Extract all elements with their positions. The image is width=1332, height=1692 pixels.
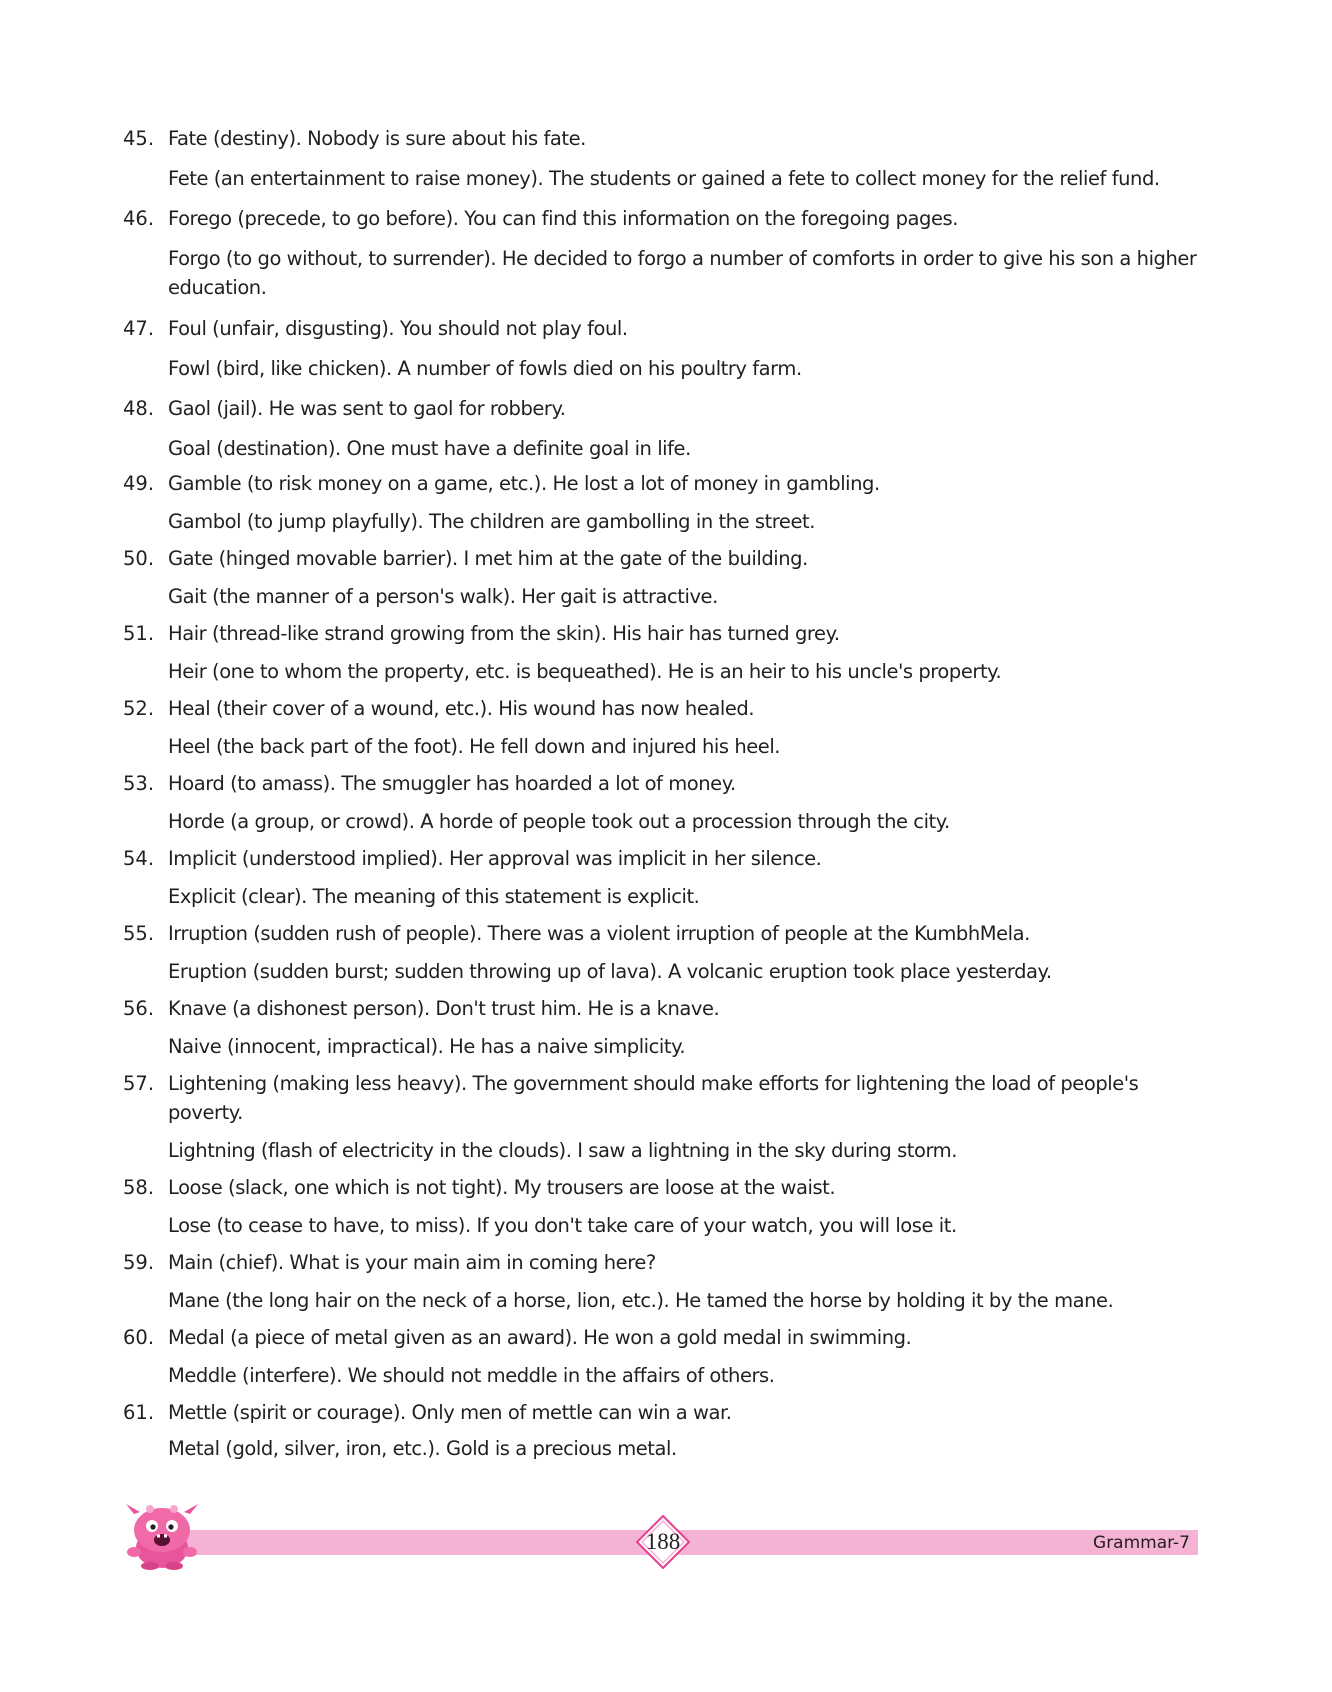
word-definition: Gate (hinged movable barrier). I met him at the gate of the building. bbox=[168, 547, 808, 570]
word-definition: Heal (their cover of a wound, etc.). His wound has now healed. bbox=[168, 697, 755, 720]
entry-number: 56. bbox=[123, 997, 155, 1020]
word-definition: Heir (one to whom the property, etc. is bequeathed). He is an heir to his uncle's property. bbox=[168, 660, 1002, 683]
entry-number: 47. bbox=[123, 317, 155, 340]
word-definition: Lose (to cease to have, to miss). If you don't take care of your watch, you will lose it. bbox=[168, 1214, 957, 1237]
word-definition: Loose (slack, one which is not tight). My trousers are loose at the waist. bbox=[168, 1176, 836, 1199]
entry-number: 45. bbox=[123, 127, 155, 150]
entry-number: 52. bbox=[123, 697, 155, 720]
entry-number: 61. bbox=[123, 1401, 155, 1424]
word-definition: Gait (the manner of a person's walk). Her gait is attractive. bbox=[168, 585, 718, 608]
entry-number: 46. bbox=[123, 207, 155, 230]
word-definition: Gamble (to risk money on a game, etc.). He lost a lot of money in gambling. bbox=[168, 472, 880, 495]
page-footer bbox=[0, 1500, 1332, 1580]
word-definition: Hair (thread-like strand growing from the skin). His hair has turned grey. bbox=[168, 622, 840, 645]
word-definition: Implicit (understood implied). Her approval was implicit in her silence. bbox=[168, 847, 822, 870]
word-definition: Irruption (sudden rush of people). There was a violent irruption of people at the KumbhMela. bbox=[168, 922, 1030, 945]
word-definition: Lightening (making less heavy). The government should make efforts for lightening the load of people's poverty. bbox=[168, 1072, 1139, 1124]
word-definition: Main (chief). What is your main aim in coming here? bbox=[168, 1251, 656, 1274]
word-definition: Medal (a piece of metal given as an award). He won a gold medal in swimming. bbox=[168, 1326, 912, 1349]
word-definition: Explicit (clear). The meaning of this statement is explicit. bbox=[168, 885, 700, 908]
word-definition: Hoard (to amass). The smuggler has hoarded a lot of money. bbox=[168, 772, 736, 795]
entry-number: 48. bbox=[123, 397, 155, 420]
word-definition: Mane (the long hair on the neck of a horse, lion, etc.). He tamed the horse by holding it by the mane. bbox=[168, 1289, 1114, 1312]
word-definition: Knave (a dishonest person). Don't trust him. He is a knave. bbox=[168, 997, 720, 1020]
entry-number: 54. bbox=[123, 847, 155, 870]
word-definition: Metal (gold, silver, iron, etc.). Gold is a precious metal. bbox=[168, 1437, 677, 1460]
word-definition: Horde (a group, or crowd). A horde of people took out a procession through the city. bbox=[168, 810, 950, 833]
word-definition: Eruption (sudden burst; sudden throwing up of lava). A volcanic eruption took place yesterday. bbox=[168, 960, 1052, 983]
word-definition: Mettle (spirit or courage). Only men of mettle can win a war. bbox=[168, 1401, 732, 1424]
word-definition: Lightning (flash of electricity in the clouds). I saw a lightning in the sky during storm. bbox=[168, 1139, 957, 1162]
entry-number: 49. bbox=[123, 472, 155, 495]
word-definition: Fate (destiny). Nobody is sure about his fate. bbox=[168, 127, 586, 150]
entry-number: 58. bbox=[123, 1176, 155, 1199]
word-definition: Goal (destination). One must have a definite goal in life. bbox=[168, 437, 691, 460]
entry-number: 53. bbox=[123, 772, 155, 795]
word-definition: Fowl (bird, like chicken). A number of fowls died on his poultry farm. bbox=[168, 357, 802, 380]
entry-number: 50. bbox=[123, 547, 155, 570]
book-title: Grammar-7 bbox=[1093, 1533, 1190, 1553]
word-definition: Gaol (jail). He was sent to gaol for robbery. bbox=[168, 397, 566, 420]
pink-monster-mascot-icon bbox=[120, 1500, 200, 1572]
word-definition: Heel (the back part of the foot). He fell down and injured his heel. bbox=[168, 735, 781, 758]
entry-number: 51. bbox=[123, 622, 155, 645]
word-definition: Forego (precede, to go before). You can find this information on the foregoing pages. bbox=[168, 207, 958, 230]
entry-number: 57. bbox=[123, 1072, 155, 1095]
word-definition: Meddle (interfere). We should not meddle in the affairs of others. bbox=[168, 1364, 775, 1387]
word-definition: Fete (an entertainment to raise money). The students or gained a fete to collect money for the relief fund. bbox=[168, 167, 1160, 190]
word-definition: Gambol (to jump playfully). The children are gambolling in the street. bbox=[168, 510, 815, 533]
entry-number: 55. bbox=[123, 922, 155, 945]
entry-number: 59. bbox=[123, 1251, 155, 1274]
word-definition: Naive (innocent, impractical). He has a naive simplicity. bbox=[168, 1035, 686, 1058]
word-definition: Foul (unfair, disgusting). You should not play foul. bbox=[168, 317, 628, 340]
word-definition: Forgo (to go without, to surrender). He decided to forgo a number of comforts in order to give his son a higher education. bbox=[168, 247, 1197, 299]
page-number: 188 bbox=[645, 1529, 681, 1554]
entry-number: 60. bbox=[123, 1326, 155, 1349]
